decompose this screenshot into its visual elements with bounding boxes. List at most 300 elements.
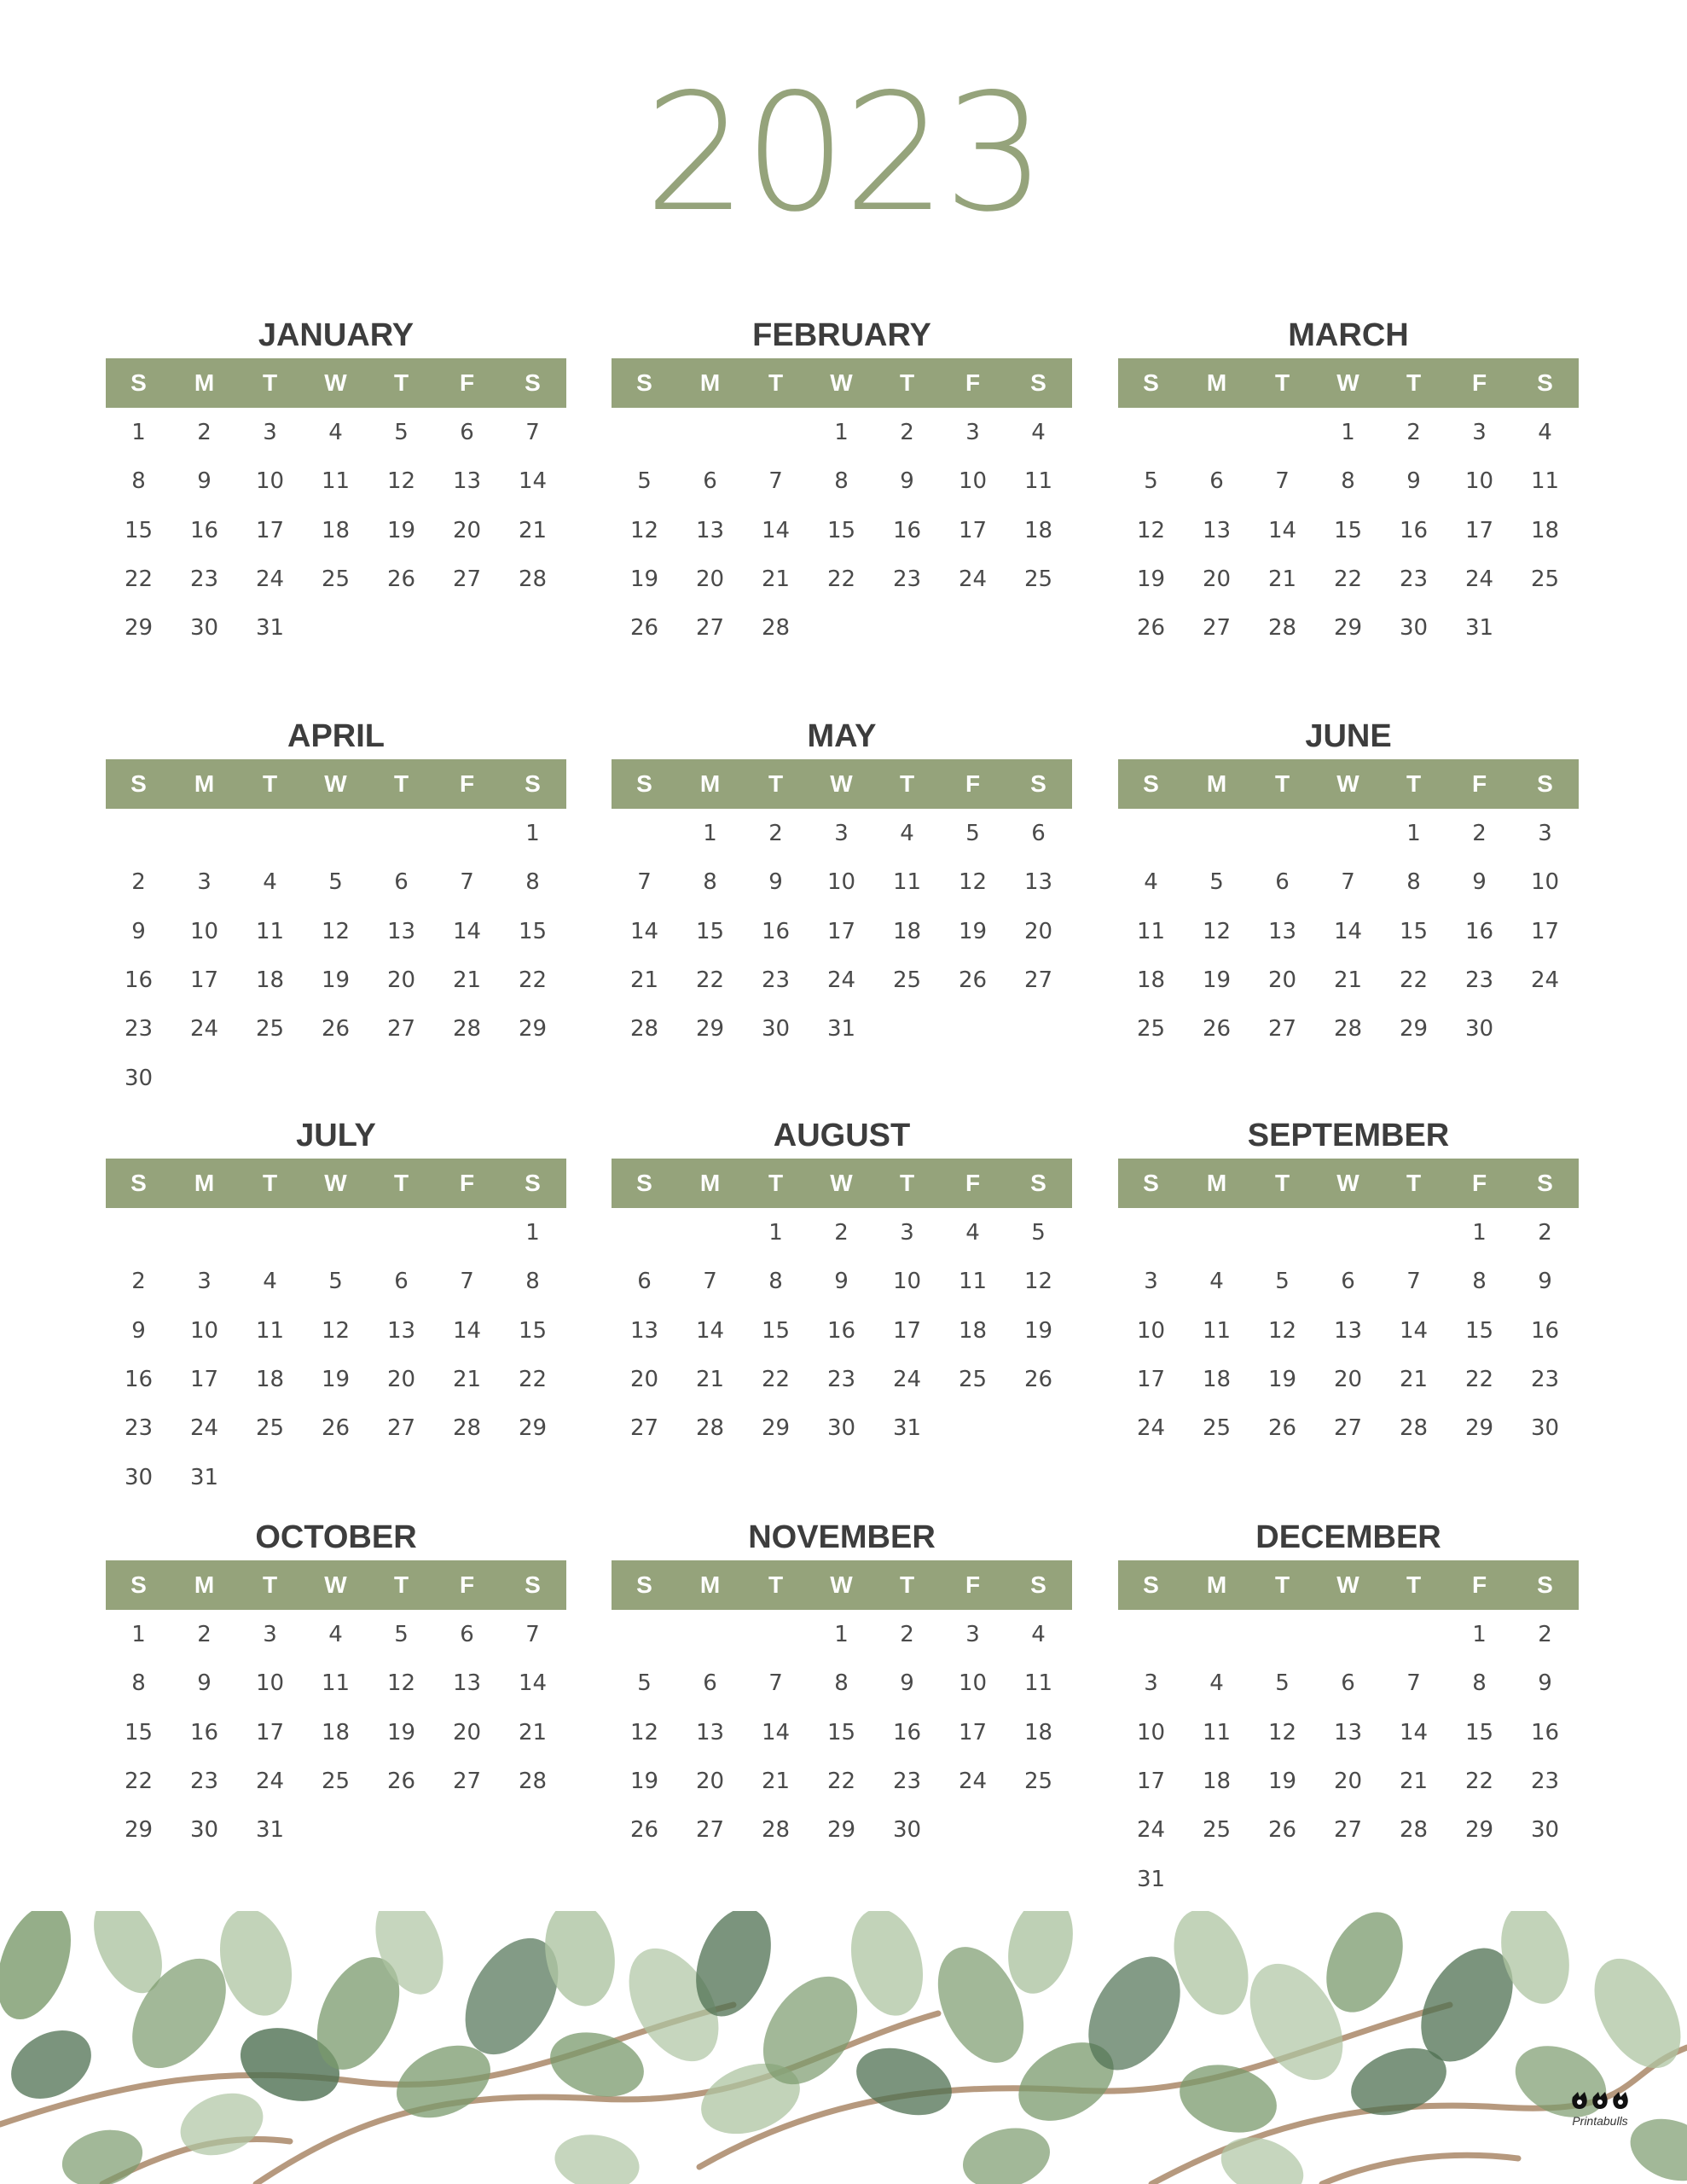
day-cell: 6 bbox=[394, 1269, 409, 1295]
day-cell: 25 bbox=[1136, 1016, 1166, 1043]
weekday-label: T bbox=[1406, 369, 1422, 396]
weekday-label: T bbox=[899, 1170, 915, 1196]
day-cell: 6 bbox=[394, 869, 409, 896]
day-cell: 17 bbox=[255, 517, 285, 543]
day-cell: 10 bbox=[189, 1317, 219, 1344]
weekday-header-bar bbox=[1118, 759, 1579, 809]
day-cell: 28 bbox=[518, 566, 548, 592]
weekday-label: T bbox=[768, 770, 784, 797]
day-cell: 27 bbox=[386, 1016, 416, 1043]
weekday-label: T bbox=[1406, 1170, 1422, 1196]
weekday-label: M bbox=[194, 1170, 215, 1196]
day-cell: 1 bbox=[703, 821, 717, 846]
month-name: FEBRUARY bbox=[752, 317, 931, 353]
day-cell: 8 bbox=[834, 468, 849, 495]
day-cell: 24 bbox=[958, 1768, 988, 1794]
eucalyptus-border-icon bbox=[0, 1911, 1687, 2184]
day-cell: 23 bbox=[1530, 1768, 1560, 1794]
day-cell: 20 bbox=[386, 967, 416, 993]
day-cell: 7 bbox=[1406, 1269, 1421, 1295]
weekday-header-bar bbox=[612, 1159, 1072, 1208]
day-cell: 29 bbox=[124, 1817, 154, 1844]
day-cell: 24 bbox=[826, 967, 856, 993]
weekday-header-bar bbox=[612, 1560, 1072, 1610]
weekday-label: M bbox=[194, 1571, 215, 1598]
day-cell: 10 bbox=[1530, 869, 1560, 896]
weekday-header-bar bbox=[1118, 1560, 1579, 1610]
day-cell: 15 bbox=[1333, 517, 1363, 543]
day-cell: 7 bbox=[525, 1622, 540, 1647]
month-name: SEPTEMBER bbox=[1247, 1118, 1450, 1153]
weekday-label: W bbox=[324, 770, 347, 797]
leaf bbox=[956, 2119, 1057, 2184]
day-cell: 15 bbox=[1399, 918, 1429, 944]
day-cell: 26 bbox=[629, 1817, 659, 1844]
day-cell: 10 bbox=[255, 1670, 285, 1697]
day-cell: 8 bbox=[834, 1670, 849, 1697]
weekday-header-bar bbox=[612, 759, 1072, 809]
day-cell: 21 bbox=[1333, 967, 1363, 993]
day-cell: 3 bbox=[900, 1220, 914, 1246]
weekday-label: S bbox=[525, 369, 541, 396]
weekday-label: S bbox=[1143, 369, 1159, 396]
day-cell: 22 bbox=[1464, 1366, 1494, 1392]
weekday-label: S bbox=[1537, 770, 1553, 797]
weekday-label: F bbox=[459, 1170, 475, 1196]
day-cell: 3 bbox=[1144, 1269, 1158, 1295]
day-cell: 17 bbox=[1136, 1768, 1166, 1794]
day-cell: 12 bbox=[386, 1670, 416, 1697]
day-cell: 2 bbox=[1538, 1622, 1552, 1647]
day-cell: 9 bbox=[1406, 468, 1421, 495]
day-cell: 13 bbox=[1023, 869, 1053, 896]
day-cell: 1 bbox=[1341, 420, 1355, 445]
day-cell: 7 bbox=[768, 468, 783, 495]
day-cell: 8 bbox=[1472, 1670, 1487, 1697]
weekday-label: F bbox=[1471, 770, 1487, 797]
day-cell: 12 bbox=[1267, 1719, 1297, 1745]
weekday-header-bar bbox=[1118, 1159, 1579, 1208]
branch-stem bbox=[1322, 2155, 1518, 2184]
weekday-label: W bbox=[1336, 1170, 1359, 1196]
day-cell: 26 bbox=[321, 1016, 351, 1043]
day-cell: 17 bbox=[892, 1317, 922, 1344]
day-cell: 3 bbox=[1472, 420, 1487, 445]
day-cell: 22 bbox=[124, 1768, 154, 1794]
day-cell: 22 bbox=[518, 1366, 548, 1392]
day-cell: 27 bbox=[695, 615, 725, 642]
day-cell: 7 bbox=[525, 420, 540, 445]
weekday-label: W bbox=[830, 1571, 853, 1598]
day-cell: 24 bbox=[1136, 1817, 1166, 1844]
day-cell: 16 bbox=[124, 967, 154, 993]
weekday-label: M bbox=[1206, 1571, 1227, 1598]
day-cell: 6 bbox=[1341, 1269, 1355, 1295]
day-cell: 2 bbox=[900, 420, 914, 445]
day-cell: 29 bbox=[761, 1415, 791, 1442]
day-cell: 9 bbox=[900, 1670, 914, 1697]
day-cell: 19 bbox=[958, 918, 988, 944]
weekday-label: T bbox=[1406, 770, 1422, 797]
weekday-label: S bbox=[525, 770, 541, 797]
month-name: JULY bbox=[296, 1118, 376, 1153]
day-cell: 13 bbox=[695, 1719, 725, 1745]
day-cell: 4 bbox=[900, 821, 914, 846]
day-cell: 21 bbox=[761, 566, 791, 592]
month-name: NOVEMBER bbox=[748, 1519, 936, 1555]
day-cell: 25 bbox=[255, 1415, 285, 1442]
day-cell: 8 bbox=[525, 1269, 540, 1295]
day-cell: 6 bbox=[1031, 821, 1046, 846]
weekday-label: M bbox=[699, 1571, 721, 1598]
day-cell: 10 bbox=[892, 1269, 922, 1295]
weekday-label: F bbox=[1471, 369, 1487, 396]
day-cell: 1 bbox=[834, 420, 849, 445]
day-cell: 17 bbox=[189, 967, 219, 993]
day-cell: 19 bbox=[321, 967, 351, 993]
day-cell: 3 bbox=[1144, 1670, 1158, 1697]
day-cell: 5 bbox=[637, 468, 652, 495]
day-cell: 28 bbox=[1399, 1817, 1429, 1844]
day-cell: 13 bbox=[386, 918, 416, 944]
day-cell: 30 bbox=[826, 1415, 856, 1442]
day-cell: 26 bbox=[386, 1768, 416, 1794]
day-cell: 4 bbox=[1538, 420, 1552, 445]
month-name: JUNE bbox=[1305, 718, 1392, 754]
day-cell: 24 bbox=[255, 566, 285, 592]
day-cell: 31 bbox=[189, 1464, 219, 1490]
weekday-label: S bbox=[1143, 1170, 1159, 1196]
weekday-label: S bbox=[1030, 770, 1046, 797]
day-cell: 25 bbox=[892, 967, 922, 993]
weekday-label: W bbox=[324, 1571, 347, 1598]
day-cell: 13 bbox=[629, 1317, 659, 1344]
weekday-label: S bbox=[636, 1571, 652, 1598]
month-name: MARCH bbox=[1288, 317, 1409, 353]
day-cell: 12 bbox=[1136, 517, 1166, 543]
leaf bbox=[1172, 2054, 1284, 2142]
day-cell: 29 bbox=[1399, 1016, 1429, 1043]
day-cell: 28 bbox=[761, 1817, 791, 1844]
weekday-label: F bbox=[1471, 1571, 1487, 1598]
day-cell: 7 bbox=[460, 869, 474, 896]
weekday-label: F bbox=[965, 1571, 981, 1598]
day-cell: 31 bbox=[892, 1415, 922, 1442]
day-cell: 22 bbox=[518, 967, 548, 993]
day-cell: 31 bbox=[1136, 1866, 1166, 1892]
day-cell: 14 bbox=[518, 468, 548, 495]
month-name: AUGUST bbox=[773, 1118, 911, 1153]
day-cell: 26 bbox=[386, 566, 416, 592]
day-cell: 13 bbox=[695, 517, 725, 543]
day-cell: 11 bbox=[1530, 468, 1560, 495]
printabulls-logo bbox=[1557, 2088, 1643, 2131]
day-cell: 1 bbox=[525, 821, 540, 846]
day-cell: 4 bbox=[328, 420, 343, 445]
day-cell: 18 bbox=[892, 918, 922, 944]
year-title: 2023 bbox=[644, 59, 1043, 247]
day-cell: 24 bbox=[189, 1415, 219, 1442]
day-cell: 9 bbox=[197, 468, 212, 495]
weekday-label: S bbox=[1537, 1571, 1553, 1598]
day-cell: 24 bbox=[189, 1016, 219, 1043]
month-name: DECEMBER bbox=[1255, 1519, 1441, 1555]
day-cell: 7 bbox=[703, 1269, 717, 1295]
day-cell: 8 bbox=[131, 468, 146, 495]
weekday-header-bar bbox=[1118, 358, 1579, 408]
day-cell: 12 bbox=[629, 517, 659, 543]
day-cell: 17 bbox=[255, 1719, 285, 1745]
day-cell: 15 bbox=[826, 1719, 856, 1745]
day-cell: 27 bbox=[386, 1415, 416, 1442]
day-cell: 5 bbox=[1144, 468, 1158, 495]
day-cell: 7 bbox=[1275, 468, 1290, 495]
day-cell: 28 bbox=[761, 615, 791, 642]
weekday-label: S bbox=[1143, 1571, 1159, 1598]
day-cell: 19 bbox=[386, 1719, 416, 1745]
day-cell: 27 bbox=[452, 1768, 482, 1794]
day-cell: 23 bbox=[1530, 1366, 1560, 1392]
day-cell: 16 bbox=[892, 517, 922, 543]
weekday-label: T bbox=[262, 369, 278, 396]
day-cell: 29 bbox=[518, 1415, 548, 1442]
weekday-label: T bbox=[1406, 1571, 1422, 1598]
day-cell: 23 bbox=[189, 1768, 219, 1794]
day-cell: 28 bbox=[452, 1016, 482, 1043]
day-cell: 1 bbox=[525, 1220, 540, 1246]
day-cell: 19 bbox=[1267, 1366, 1297, 1392]
day-cell: 17 bbox=[958, 517, 988, 543]
day-cell: 1 bbox=[768, 1220, 783, 1246]
day-cell: 4 bbox=[1144, 869, 1158, 896]
day-cell: 26 bbox=[321, 1415, 351, 1442]
day-cell: 11 bbox=[321, 468, 351, 495]
day-cell: 7 bbox=[637, 869, 652, 896]
day-cell: 31 bbox=[255, 615, 285, 642]
weekday-label: M bbox=[699, 369, 721, 396]
day-cell: 11 bbox=[1023, 1670, 1053, 1697]
day-cell: 23 bbox=[1464, 967, 1494, 993]
day-cell: 30 bbox=[1530, 1817, 1560, 1844]
day-cell: 3 bbox=[965, 420, 980, 445]
day-cell: 18 bbox=[255, 967, 285, 993]
day-cell: 28 bbox=[452, 1415, 482, 1442]
day-cell: 2 bbox=[197, 1622, 212, 1647]
day-cell: 24 bbox=[958, 566, 988, 592]
day-cell: 7 bbox=[1406, 1670, 1421, 1697]
day-cell: 10 bbox=[958, 1670, 988, 1697]
day-cell: 21 bbox=[761, 1768, 791, 1794]
day-cell: 4 bbox=[1209, 1670, 1224, 1697]
day-cell: 16 bbox=[1399, 517, 1429, 543]
day-cell: 24 bbox=[1136, 1415, 1166, 1442]
day-cell: 14 bbox=[518, 1670, 548, 1697]
day-cell: 12 bbox=[386, 468, 416, 495]
weekday-label: M bbox=[1206, 369, 1227, 396]
day-cell: 14 bbox=[1267, 517, 1297, 543]
day-cell: 3 bbox=[197, 1269, 212, 1295]
day-cell: 2 bbox=[1406, 420, 1421, 445]
day-cell: 30 bbox=[124, 1464, 154, 1490]
day-cell: 27 bbox=[629, 1415, 659, 1442]
day-cell: 21 bbox=[518, 1719, 548, 1745]
day-cell: 26 bbox=[1202, 1016, 1232, 1043]
day-cell: 15 bbox=[826, 517, 856, 543]
day-cell: 2 bbox=[1538, 1220, 1552, 1246]
day-cell: 30 bbox=[1399, 615, 1429, 642]
day-cell: 12 bbox=[629, 1719, 659, 1745]
day-cell: 5 bbox=[965, 821, 980, 846]
day-cell: 19 bbox=[1202, 967, 1232, 993]
day-cell: 19 bbox=[629, 1768, 659, 1794]
day-cell: 15 bbox=[518, 918, 548, 944]
day-cell: 20 bbox=[1202, 566, 1232, 592]
day-cell: 15 bbox=[124, 517, 154, 543]
day-cell: 5 bbox=[1275, 1269, 1290, 1295]
day-cell: 5 bbox=[1275, 1670, 1290, 1697]
day-cell: 19 bbox=[321, 1366, 351, 1392]
day-cell: 14 bbox=[1333, 918, 1363, 944]
day-cell: 26 bbox=[1023, 1366, 1053, 1392]
weekday-label: F bbox=[459, 369, 475, 396]
day-cell: 5 bbox=[1209, 869, 1224, 896]
day-cell: 17 bbox=[1530, 918, 1560, 944]
day-cell: 10 bbox=[1136, 1719, 1166, 1745]
weekday-label: S bbox=[636, 369, 652, 396]
day-cell: 20 bbox=[695, 566, 725, 592]
day-cell: 30 bbox=[189, 1817, 219, 1844]
day-cell: 8 bbox=[1472, 1269, 1487, 1295]
day-cell: 18 bbox=[1202, 1366, 1232, 1392]
day-cell: 2 bbox=[131, 1269, 146, 1295]
weekday-label: S bbox=[1143, 770, 1159, 797]
day-cell: 23 bbox=[189, 566, 219, 592]
day-cell: 25 bbox=[1202, 1415, 1232, 1442]
day-cell: 11 bbox=[255, 918, 285, 944]
weekday-label: M bbox=[1206, 1170, 1227, 1196]
day-cell: 22 bbox=[1399, 967, 1429, 993]
day-cell: 23 bbox=[124, 1415, 154, 1442]
weekday-label: F bbox=[965, 1170, 981, 1196]
day-cell: 19 bbox=[1136, 566, 1166, 592]
day-cell: 28 bbox=[1333, 1016, 1363, 1043]
weekday-label: S bbox=[1030, 369, 1046, 396]
month-name: JANUARY bbox=[258, 317, 415, 353]
day-cell: 2 bbox=[900, 1622, 914, 1647]
day-cell: 4 bbox=[1031, 1622, 1046, 1647]
day-cell: 12 bbox=[1267, 1317, 1297, 1344]
day-cell: 1 bbox=[834, 1622, 849, 1647]
day-cell: 8 bbox=[768, 1269, 783, 1295]
weekday-label: T bbox=[393, 1571, 409, 1598]
day-cell: 25 bbox=[255, 1016, 285, 1043]
weekday-label: W bbox=[324, 1170, 347, 1196]
day-cell: 14 bbox=[695, 1317, 725, 1344]
day-cell: 31 bbox=[826, 1016, 856, 1043]
day-cell: 21 bbox=[452, 967, 482, 993]
day-cell: 19 bbox=[1267, 1768, 1297, 1794]
day-cell: 16 bbox=[892, 1719, 922, 1745]
day-cell: 11 bbox=[1202, 1317, 1232, 1344]
leaf bbox=[1577, 1943, 1687, 2082]
day-cell: 24 bbox=[255, 1768, 285, 1794]
day-cell: 8 bbox=[703, 869, 717, 896]
weekday-label: S bbox=[130, 1170, 147, 1196]
day-cell: 8 bbox=[1406, 869, 1421, 896]
weekday-label: T bbox=[262, 1170, 278, 1196]
weekday-label: W bbox=[830, 770, 853, 797]
day-cell: 8 bbox=[1341, 468, 1355, 495]
day-cell: 22 bbox=[826, 1768, 856, 1794]
day-cell: 20 bbox=[452, 517, 482, 543]
day-cell: 19 bbox=[629, 566, 659, 592]
day-cell: 29 bbox=[1464, 1817, 1494, 1844]
weekday-header-bar bbox=[106, 1560, 566, 1610]
day-cell: 16 bbox=[1530, 1719, 1560, 1745]
leaf bbox=[171, 2082, 271, 2166]
day-cell: 21 bbox=[1399, 1768, 1429, 1794]
day-cell: 10 bbox=[255, 468, 285, 495]
day-cell: 9 bbox=[1538, 1670, 1552, 1697]
day-cell: 15 bbox=[1464, 1317, 1494, 1344]
weekday-label: S bbox=[525, 1571, 541, 1598]
weekday-label: T bbox=[899, 770, 915, 797]
day-cell: 20 bbox=[452, 1719, 482, 1745]
day-cell: 4 bbox=[965, 1220, 980, 1246]
day-cell: 14 bbox=[761, 1719, 791, 1745]
day-cell: 6 bbox=[1275, 869, 1290, 896]
weekday-label: T bbox=[899, 369, 915, 396]
weekday-label: T bbox=[899, 1571, 915, 1598]
weekday-label: M bbox=[1206, 770, 1227, 797]
weekday-label: S bbox=[636, 770, 652, 797]
day-cell: 20 bbox=[1333, 1768, 1363, 1794]
day-cell: 18 bbox=[1202, 1768, 1232, 1794]
leaf bbox=[55, 2122, 148, 2184]
day-cell: 2 bbox=[197, 420, 212, 445]
day-cell: 4 bbox=[328, 1622, 343, 1647]
day-cell: 18 bbox=[1023, 517, 1053, 543]
day-cell: 25 bbox=[1202, 1817, 1232, 1844]
day-cell: 15 bbox=[1464, 1719, 1494, 1745]
day-cell: 20 bbox=[695, 1768, 725, 1794]
day-cell: 6 bbox=[1341, 1670, 1355, 1697]
day-cell: 2 bbox=[834, 1220, 849, 1246]
day-cell: 11 bbox=[255, 1317, 285, 1344]
day-cell: 30 bbox=[124, 1065, 154, 1091]
day-cell: 11 bbox=[958, 1269, 988, 1295]
day-cell: 18 bbox=[1023, 1719, 1053, 1745]
day-cell: 17 bbox=[826, 918, 856, 944]
weekday-header-bar bbox=[106, 358, 566, 408]
day-cell: 28 bbox=[695, 1415, 725, 1442]
day-cell: 20 bbox=[1267, 967, 1297, 993]
weekday-label: T bbox=[1274, 770, 1290, 797]
day-cell: 31 bbox=[255, 1817, 285, 1844]
day-cell: 8 bbox=[131, 1670, 146, 1697]
weekday-label: M bbox=[194, 770, 215, 797]
day-cell: 15 bbox=[518, 1317, 548, 1344]
day-cell: 28 bbox=[1399, 1415, 1429, 1442]
day-cell: 25 bbox=[321, 1768, 351, 1794]
day-cell: 6 bbox=[703, 468, 717, 495]
day-cell: 29 bbox=[124, 615, 154, 642]
day-cell: 6 bbox=[1209, 468, 1224, 495]
day-cell: 21 bbox=[629, 967, 659, 993]
weekday-label: T bbox=[768, 369, 784, 396]
day-cell: 1 bbox=[1472, 1622, 1487, 1647]
weekday-label: S bbox=[1537, 369, 1553, 396]
